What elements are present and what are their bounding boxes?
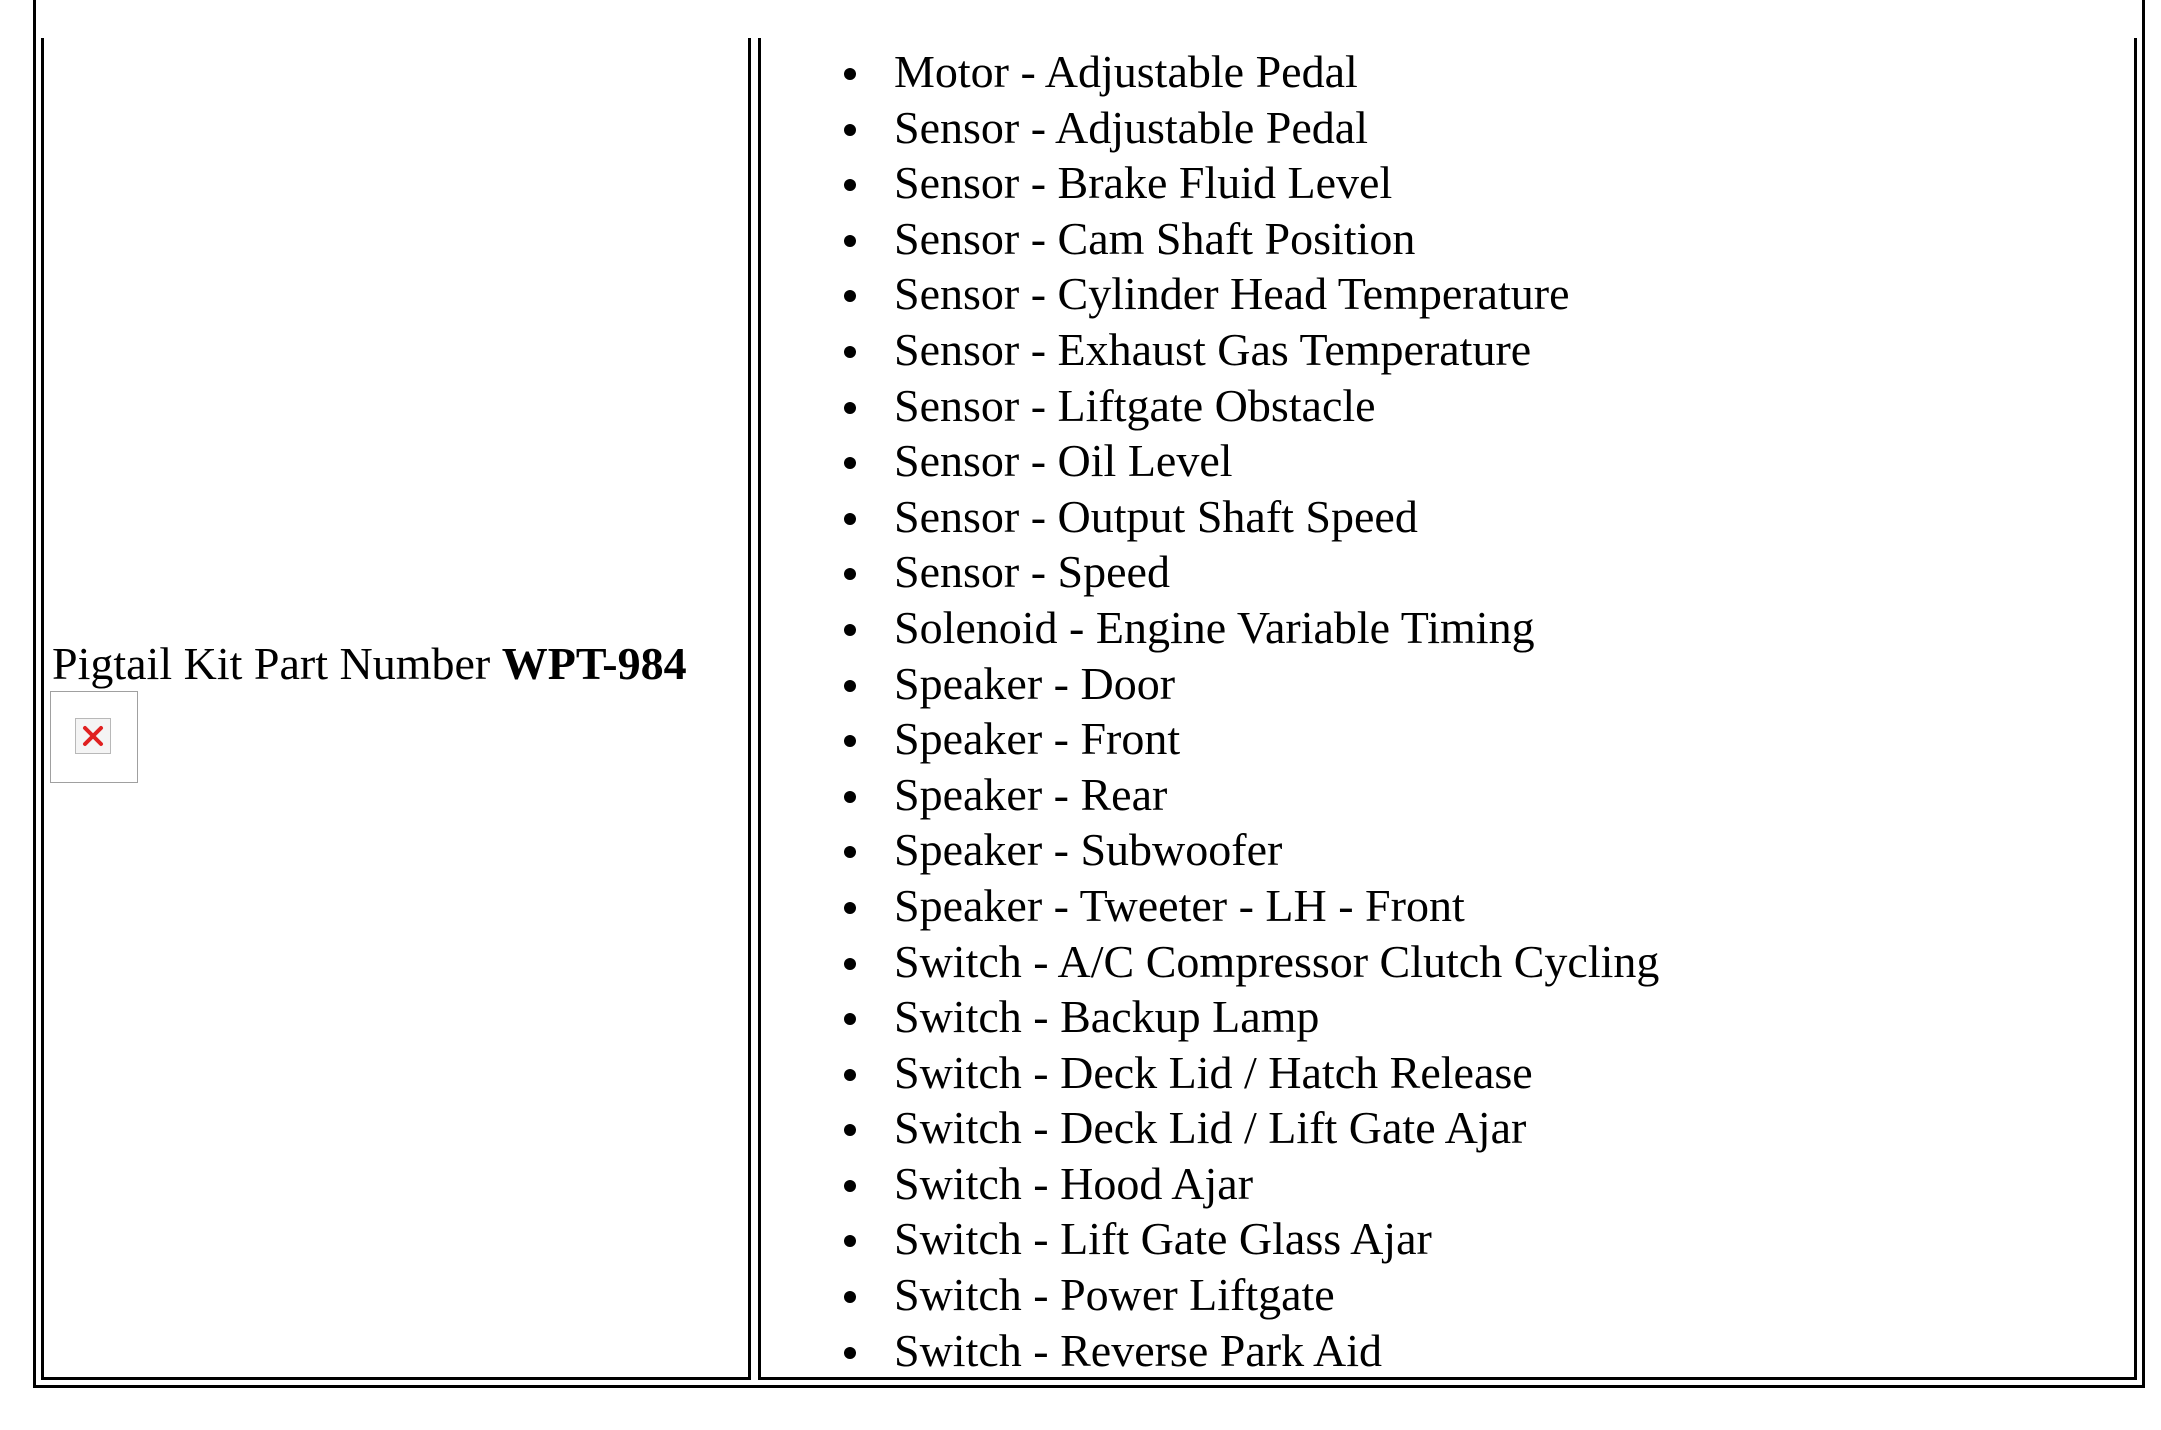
list-item-label: Sensor - Speed [894,546,1170,598]
list-item-label: Sensor - Adjustable Pedal [894,101,1368,153]
list-item-label: Switch - Hood Ajar [894,1157,1254,1209]
list-item [761,600,1659,656]
bullet-icon [844,791,856,803]
bullet-icon [844,346,856,358]
list-item-label: Speaker - Tweeter - LH - Front [894,879,1465,931]
bullet-icon [844,568,856,580]
list-item [761,100,1659,156]
connector-list-cell [758,38,2137,1380]
list-item [761,822,1659,878]
list-item-label: Switch - Backup Lamp [894,991,1320,1043]
list-item [761,767,1659,823]
list-item-label: Speaker - Front [894,713,1181,765]
list-item-label: Speaker - Rear [894,768,1168,820]
list-item [761,1211,1659,1267]
list-item-label: Sensor - Brake Fluid Level [894,157,1393,209]
connector-list [761,44,1659,1378]
list-item-label: Speaker - Door [894,657,1176,709]
bullet-icon [844,68,856,80]
part-number: WPT-984 [501,638,687,689]
list-item [761,1323,1659,1379]
list-item [761,656,1659,712]
bullet-icon [844,457,856,469]
list-item-label: Switch - Deck Lid / Lift Gate Ajar [894,1102,1527,1154]
part-number-label [52,638,687,691]
list-item [761,989,1659,1045]
part-image-placeholder[interactable] [50,691,138,783]
bullet-icon [844,1347,856,1359]
list-item [761,489,1659,545]
bullet-icon [844,846,856,858]
list-item-label: Motor - Adjustable Pedal [894,46,1358,97]
bullet-icon [844,1291,856,1303]
list-item [761,1156,1659,1212]
bullet-icon [844,179,856,191]
list-item [761,433,1659,489]
list-item-label: Solenoid - Engine Variable Timing [894,601,1535,653]
bullet-icon [844,1180,856,1192]
bullet-icon [844,735,856,747]
bullet-icon [844,1235,856,1247]
list-item [761,211,1659,267]
bullet-icon [844,513,856,525]
bullet-icon [844,624,856,636]
list-item [761,378,1659,434]
list-item-label: Sensor - Liftgate Obstacle [894,379,1376,431]
list-item-label: Sensor - Cam Shaft Position [894,212,1416,264]
part-label-prefix: Pigtail Kit Part Number [52,638,502,689]
bullet-icon [844,290,856,302]
bullet-icon [844,958,856,970]
bullet-icon [844,680,856,692]
list-item [761,878,1659,934]
bullet-icon [844,124,856,136]
bullet-icon [844,402,856,414]
list-item-label: Switch - Deck Lid / Hatch Release [894,1046,1533,1098]
list-item [761,544,1659,600]
list-item-label: Sensor - Cylinder Head Temperature [894,268,1570,320]
list-item [761,322,1659,378]
part-number-cell [41,38,751,1380]
list-item [761,44,1659,100]
list-item-label: Switch - Lift Gate Glass Ajar [894,1213,1432,1265]
broken-image-icon [75,718,111,754]
bullet-icon [844,1013,856,1025]
list-item [761,711,1659,767]
bullet-icon [844,1069,856,1081]
list-item [761,934,1659,990]
list-item-label: Switch - Reverse Park Aid [894,1324,1383,1376]
list-item-label: Speaker - Subwoofer [894,824,1283,876]
list-item [761,266,1659,322]
list-item-label: Switch - A/C Compressor Clutch Cycling [894,935,1660,987]
list-item-label: Sensor - Oil Level [894,435,1233,487]
list-item-label: Sensor - Exhaust Gas Temperature [894,323,1532,375]
list-item [761,1100,1659,1156]
bullet-icon [844,1124,856,1136]
bullet-icon [844,235,856,247]
list-item-label: Sensor - Output Shaft Speed [894,490,1418,542]
list-item [761,155,1659,211]
list-item [761,1267,1659,1323]
bullet-icon [844,902,856,914]
list-item [761,1045,1659,1101]
list-item-label: Switch - Power Liftgate [894,1269,1335,1321]
